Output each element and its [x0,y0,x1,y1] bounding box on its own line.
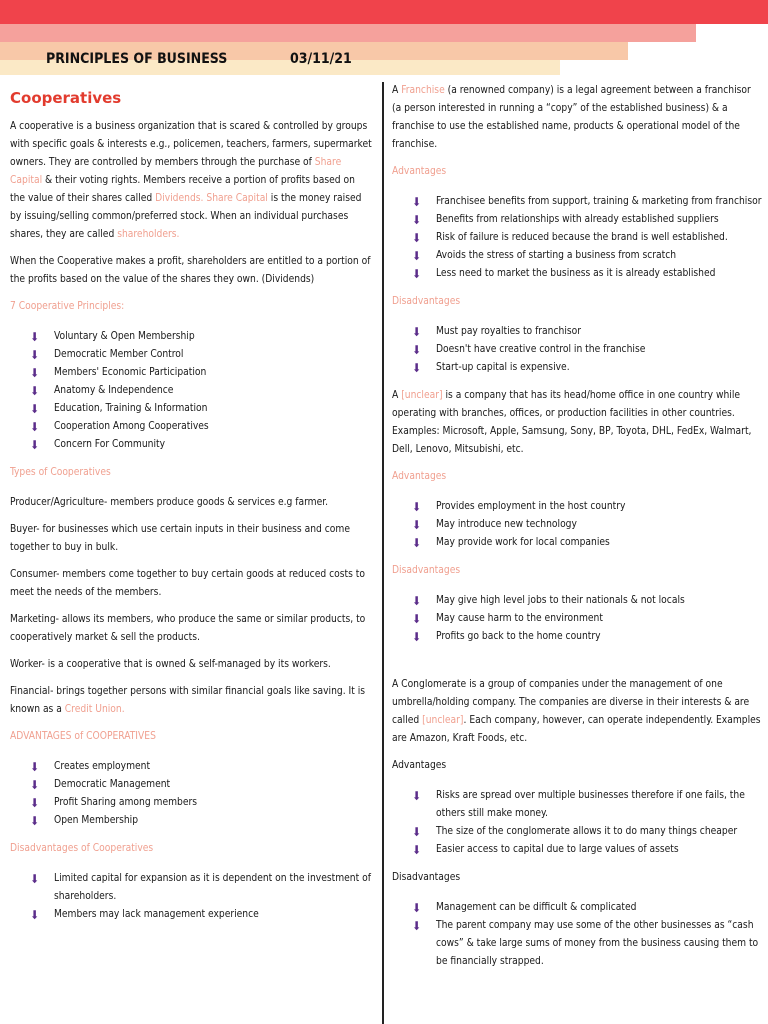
type-paragraph: Consumer- members come together to buy certain goods at reduced costs to meet the needs of the members. [10,569,365,598]
list-item [392,498,762,516]
document-title: PRINCIPLES OF BUSINESS [46,51,228,67]
list-item [10,906,372,924]
down-arrow-icon: ⬇ [412,325,422,339]
multinational-paragraph [392,387,762,459]
list-item [392,229,762,247]
down-arrow-icon: ⬇ [30,366,40,380]
cooperative-intro [10,118,372,244]
down-arrow-icon: ⬇ [30,384,40,398]
types-list [10,494,372,674]
down-arrow-icon: ⬇ [412,518,422,532]
list-item-text: Cooperation Among Cooperatives [54,421,209,432]
list-item [392,247,762,265]
term-dividends: Dividends. [155,193,204,204]
intro-text-1: A cooperative is a business organization that is scared & controlled by groups with specific goals & interests e.g., policemen, teachers, farmers, supermarket owners. They are controlled by members through the purchase of [10,121,372,168]
list-item-text: Benefits from relationships with already established suppliers [436,214,719,225]
term-subsidiaries: [unclear] [422,715,464,726]
list-item-text: Concern For Community [54,439,166,450]
down-arrow-icon: ⬇ [412,249,422,263]
down-arrow-icon: ⬇ [412,536,422,550]
list-item-text: Provides employment in the host country [436,501,626,512]
multinational-advantages-heading: Advantages [392,471,447,482]
down-arrow-icon: ⬇ [412,612,422,626]
down-arrow-icon: ⬇ [30,420,40,434]
list-item [10,346,372,364]
list-item [10,436,372,454]
conglomerate-disadvantages-heading: Disadvantages [392,872,461,883]
list-item-text: Education, Training & Information [54,403,208,414]
list-item-text: Avoids the stress of starting a business from scratch [436,250,677,261]
list-item-text: Members' Economic Participation [54,367,207,378]
list-item [10,382,372,400]
down-arrow-icon: ⬇ [30,908,40,922]
list-item [392,787,762,823]
principles-list [10,328,372,454]
down-arrow-icon: ⬇ [412,500,422,514]
list-item-text: Less need to market the business as it is already established [436,268,716,279]
term-share-capital: Share Capital [10,157,342,186]
coop-disadvantages-heading: Disadvantages of Cooperatives [10,843,154,854]
list-item-text: Democratic Management [54,779,171,790]
principles-heading: 7 Cooperative Principles: [10,301,125,312]
section-title-cooperatives: Cooperatives [10,89,122,107]
conglomerate-advantages-heading: Advantages [392,760,447,771]
list-item-text: Must pay royalties to franchisor [436,326,582,337]
down-arrow-icon: ⬇ [412,231,422,245]
list-item [392,359,762,377]
list-item-text: Risk of failure is reduced because the brand is well established. [436,232,728,243]
down-arrow-icon: ⬇ [30,778,40,792]
down-arrow-icon: ⬇ [30,438,40,452]
list-item [10,758,372,776]
franchise-text: (a renowned company) is a legal agreement between a franchisor (a person interested in running a “copy” of the established business) & a franchise to use the established name, products & operational model of the franchise. [392,85,751,150]
multinational-disadvantages-list [392,592,762,646]
down-arrow-icon: ⬇ [412,843,422,857]
list-item [392,341,762,359]
type-paragraph: Producer/Agriculture- members produce goods & services e.g farmer. [10,497,328,508]
multinational-text: is a company that has its head/home office in one country while operating with branches, offices, or production facilities in other countries. Examples: Microsoft, Apple, Samsung, Sony, BP, Toyota, DHL, FedEx, Walmart, Dell, Lenovo, Mitsubishi, etc. [392,390,752,455]
list-item-text: May provide work for local companies [436,537,610,548]
list-item-text: Doesn't have creative control in the franchise [436,344,646,355]
down-arrow-icon: ⬇ [412,901,422,915]
conglomerate-advantages-list [392,787,762,859]
multinational-disadvantages-heading: Disadvantages [392,565,461,576]
down-arrow-icon: ⬇ [30,330,40,344]
list-item-text: Creates employment [54,761,151,772]
franchise-disadvantages-heading: Disadvantages [392,296,461,307]
list-item [392,841,762,859]
franchise-advantages-heading: Advantages [392,166,447,177]
coop-advantages-list [10,758,372,830]
document-date: 03/11/21 [290,51,352,67]
intro-text-4: is the money raised by issuing/selling common/preferred stock. When an individual purchases shares, they are called [10,193,362,240]
list-item [10,328,372,346]
column-divider [382,82,384,1024]
down-arrow-icon: ⬇ [412,919,422,933]
list-item-text: Members may lack management experience [54,909,259,920]
down-arrow-icon: ⬇ [30,872,40,886]
list-item [392,610,762,628]
list-item [392,323,762,341]
list-item-text: Profit Sharing among members [54,797,198,808]
term-share-capital-2: Share Capital [206,193,268,204]
list-item-text: Easier access to capital due to large values of assets [436,844,679,855]
conglomerate-text-1: A Conglomerate is a group of companies under the management of one umbrella/holding company. The companies are diverse in their interests & are called [392,679,750,726]
down-arrow-icon: ⬇ [30,348,40,362]
multinational-advantages-list [392,498,762,552]
conglomerate-paragraph [392,676,762,748]
financial-text: Financial- brings together persons with similar financial goals like saving. It is known as a [10,686,366,715]
down-arrow-icon: ⬇ [30,402,40,416]
term-franchise: Franchise [401,85,445,96]
list-item-text: Start-up capital is expensive. [436,362,570,373]
coop-disadvantages-list [10,870,372,924]
conglomerate-disadvantages-list [392,899,762,971]
intro-text-2: & their voting rights. Members receive a portion of profits based on the value of their shares called [10,175,355,204]
down-arrow-icon: ⬇ [30,760,40,774]
list-item [10,794,372,812]
list-item-text: May cause harm to the environment [436,613,603,624]
list-item [392,516,762,534]
list-item [392,534,762,552]
list-item-text: Anatomy & Independence [54,385,174,396]
list-item-text: The size of the conglomerate allows it to do many things cheaper [436,826,738,837]
list-item-text: Democratic Member Control [54,349,184,360]
list-item [392,592,762,610]
list-item [392,211,762,229]
list-item [10,870,372,906]
franchise-pre: A [392,85,402,96]
list-item-text: The parent company may use some of the other businesses as “cash cows” & take large sums of money from the business causing them to be financially strapped. [436,920,759,967]
list-item [392,917,762,971]
types-heading: Types of Cooperatives [10,467,111,478]
list-item [10,364,372,382]
down-arrow-icon: ⬇ [412,213,422,227]
list-item [392,193,762,211]
down-arrow-icon: ⬇ [412,195,422,209]
franchise-paragraph [392,82,762,154]
franchise-advantages-list [392,193,762,283]
list-item-text: May give high level jobs to their nationals & not locals [436,595,685,606]
term-shareholders: shareholders. [117,229,180,240]
type-paragraph: Marketing- allows its members, who produce the same or similar products, to cooperatively market & sell the products. [10,614,366,643]
list-item-text: Management can be difficult & complicated [436,902,637,913]
list-item [392,265,762,283]
down-arrow-icon: ⬇ [412,343,422,357]
coop-advantages-heading: ADVANTAGES of COOPERATIVES [10,731,156,742]
header-bar-1 [0,0,768,24]
down-arrow-icon: ⬇ [412,825,422,839]
multinational-pre: A [392,390,402,401]
type-financial [10,683,372,719]
list-item-text: Franchisee benefits from support, training & marketing from franchisor [436,196,762,207]
down-arrow-icon: ⬇ [412,361,422,375]
down-arrow-icon: ⬇ [412,267,422,281]
down-arrow-icon: ⬇ [412,594,422,608]
down-arrow-icon: ⬇ [30,814,40,828]
list-item-text: May introduce new technology [436,519,577,530]
profit-paragraph: When the Cooperative makes a profit, shareholders are entitled to a portion of the profits based on the value of the shares they own. (Dividends) [10,256,371,285]
list-item [10,418,372,436]
type-paragraph: Worker- is a cooperative that is owned & self-managed by its workers. [10,659,331,670]
down-arrow-icon: ⬇ [30,796,40,810]
list-item [392,899,762,917]
list-item [392,628,762,646]
list-item [10,400,372,418]
term-credit-union: Credit Union. [64,704,125,715]
list-item [10,776,372,794]
term-multinational: [unclear] [401,390,443,401]
list-item-text: Voluntary & Open Membership [54,331,195,342]
header-bar-2 [0,24,696,42]
list-item-text: Open Membership [54,815,139,826]
down-arrow-icon: ⬇ [412,789,422,803]
list-item-text: Risks are spread over multiple businesses therefore if one fails, the others still make money. [436,790,745,819]
franchise-disadvantages-list [392,323,762,377]
list-item-text: Limited capital for expansion as it is dependent on the investment of shareholders. [54,873,371,902]
list-item-text: Profits go back to the home country [436,631,601,642]
left-column [10,88,372,934]
conglomerate-text-2: . Each company, however, can operate independently. Examples are Amazon, Kraft Foods, etc. [392,715,761,744]
right-column [392,82,762,981]
down-arrow-icon: ⬇ [412,630,422,644]
list-item [392,823,762,841]
type-paragraph: Buyer- for businesses which use certain inputs in their business and come together to buy in bulk. [10,524,350,553]
list-item [10,812,372,830]
